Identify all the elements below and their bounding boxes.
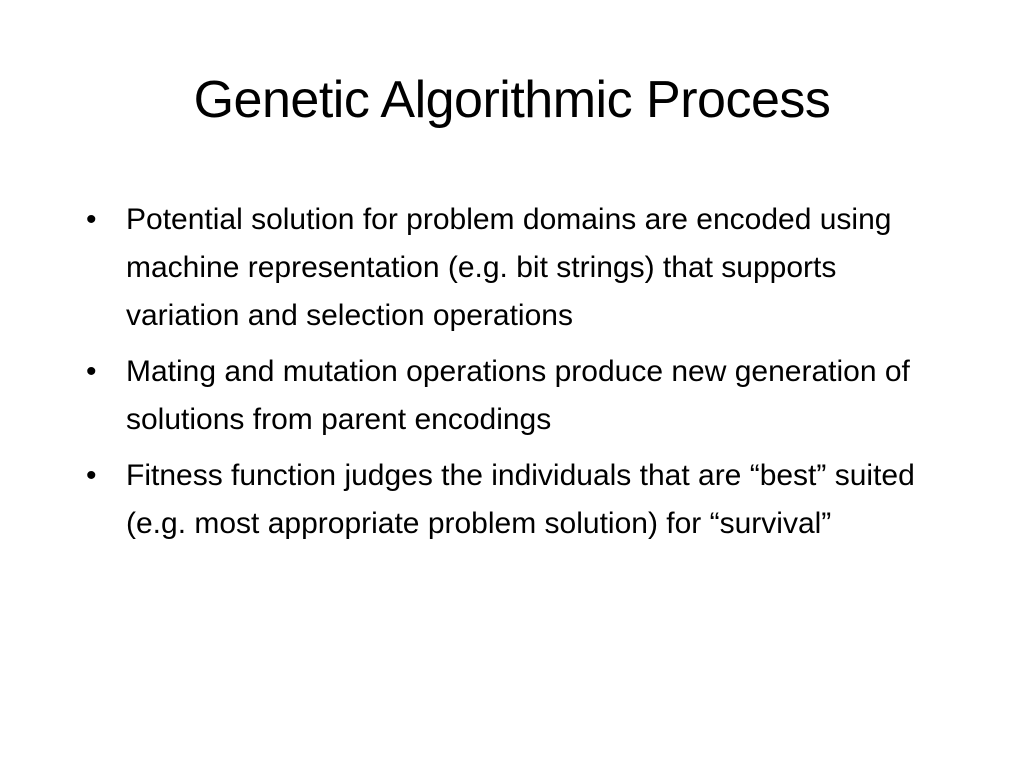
- bullet-icon: •: [86, 203, 97, 236]
- bullet-item: [86, 452, 916, 548]
- bullet-item: [86, 348, 916, 444]
- bullet-text: Fitness function judges the individuals that are “best” suited (e.g. most appropriate problem solution) for “survival”: [126, 459, 915, 540]
- slide-title: Genetic Algorithmic Process: [193, 71, 831, 129]
- bullet-list: [86, 196, 916, 556]
- bullet-text: Mating and mutation operations produce new generation of solutions from parent encodings: [126, 355, 910, 436]
- bullet-text: Potential solution for problem domains are encoded using machine representation (e.g. bit strings) that supports variation and selection operations: [126, 203, 892, 332]
- bullet-icon: •: [86, 355, 97, 388]
- bullet-item: [86, 196, 916, 340]
- bullet-icon: •: [86, 459, 97, 492]
